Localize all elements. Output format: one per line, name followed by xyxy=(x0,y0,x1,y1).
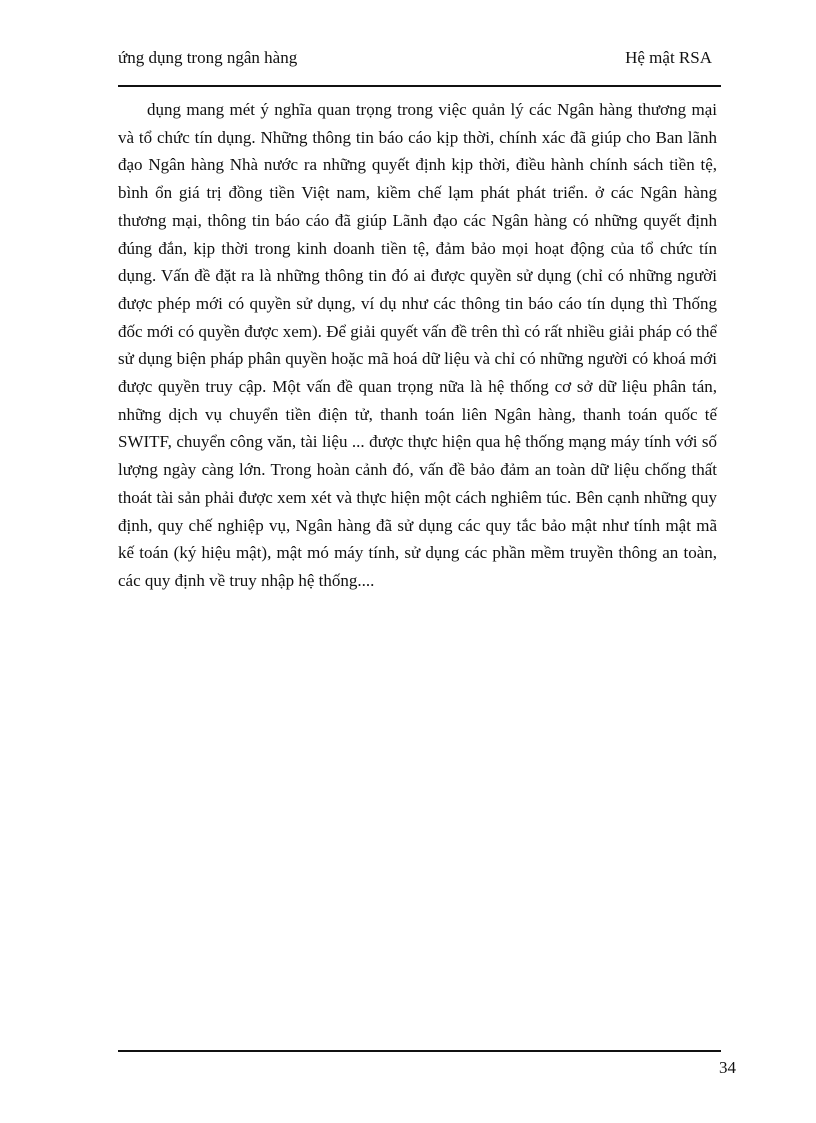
page-header xyxy=(118,48,718,74)
footer-divider xyxy=(118,1050,721,1052)
header-right-title: Hệ mật RSA xyxy=(625,48,712,67)
body-paragraph: dụng mang mét ý nghĩa quan trọng trong việc quản lý các Ngân hàng thương mại và tổ chức tín dụng. Những thông tin báo cáo kịp thời, chính xác đã giúp cho Ban lãnh đạo Ngân hàng Nhà nước ra những quyết định kịp thời, điều hành chính sách tiền tệ, bình ổn giá trị đồng tiền Việt nam, kiềm chế lạm phát phát triển. ở các Ngân hàng thương mại, thông tin báo cáo đã giúp Lãnh đạo các Ngân hàng có những quyết định đúng đắn, kịp thời trong kinh doanh tiền tệ, đảm bảo mọi hoạt động của tổ chức tín dụng. Vấn đề đặt ra là những thông tin đó ai được quyền sử dụng (chỉ có những người được phép mới có quyền sử dụng, ví dụ như các thông tin báo cáo tín dụng thì Thống đốc mới có quyền được xem). Để giải quyết vấn đề trên thì có rất nhiều giải pháp có thể sử dụng biện pháp phân quyền hoặc mã hoá dữ liệu và chỉ có những người có khoá mới được quyền truy cập. Một vấn đề quan trọng nữa là hệ thống cơ sở dữ liệu phân tán, những dịch vụ chuyển tiền điện tử, thanh toán liên Ngân hàng, thanh toán quốc tế SWITF, chuyển công văn, tài liệu ... được thực hiện qua hệ thống mạng máy tính với số lượng ngày càng lớn. Trong hoàn cảnh đó, vấn đề bảo đảm an toàn dữ liệu chống thất thoát tài sản phải được xem xét và thực hiện một cách nghiêm túc. Bên cạnh những quy định, quy chế nghiệp vụ, Ngân hàng đã sử dụng các quy tắc bảo mật như tính mật mã kế toán (ký hiệu mật), mật mó máy tính, sử dụng các phần mềm truyền thông an toàn, các quy định về truy nhập hệ thống.... xyxy=(118,100,717,590)
page-number: 34 xyxy=(719,1058,736,1077)
header-divider xyxy=(118,85,721,87)
header-left-title: ứng dụng trong ngân hàng xyxy=(118,48,298,67)
